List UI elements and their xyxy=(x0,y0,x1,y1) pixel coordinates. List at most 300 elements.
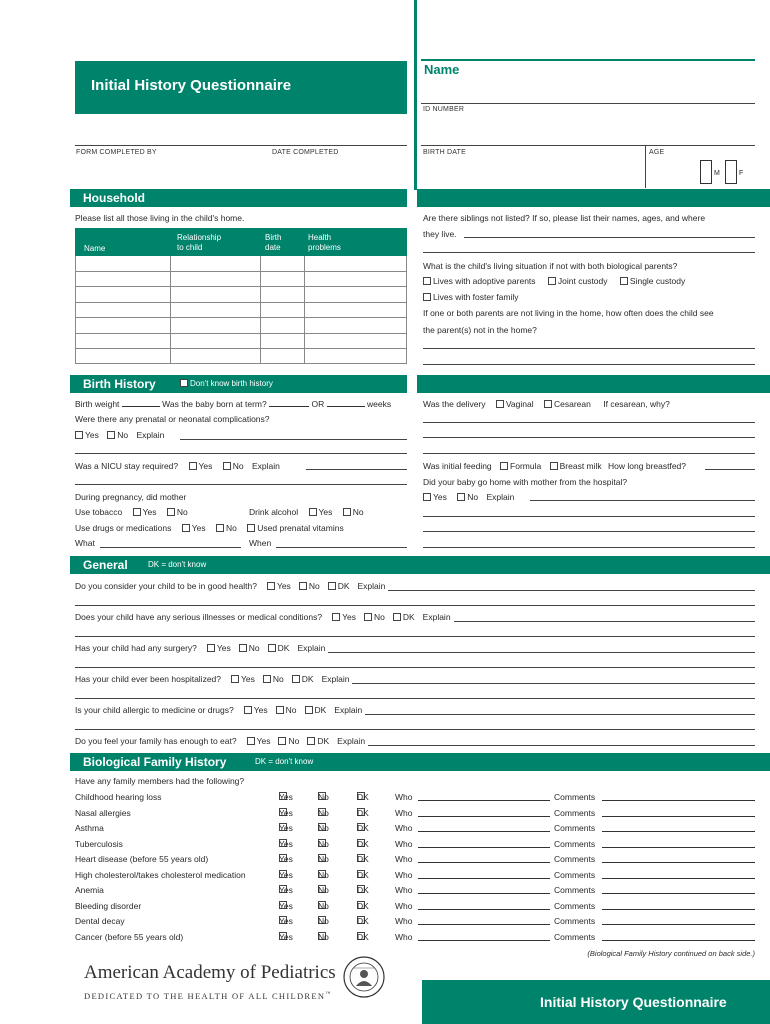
general-no-checkbox[interactable] xyxy=(278,737,286,745)
general-no-label: No xyxy=(285,705,297,715)
condition-dk-label: DK xyxy=(357,916,369,926)
general-dk-checkbox[interactable] xyxy=(268,644,276,652)
general-explain-field[interactable] xyxy=(352,683,755,684)
living-options-row-1 xyxy=(423,276,685,286)
condition-comments-label: Comments xyxy=(554,900,596,911)
family-condition-row xyxy=(75,808,755,822)
alcohol-label: Drink alcohol xyxy=(249,507,299,517)
household-header-right xyxy=(417,189,770,207)
aap-org-name: American Academy of Pediatrics xyxy=(84,962,336,983)
cesarean-field-2[interactable] xyxy=(423,437,755,438)
tobacco-row xyxy=(75,507,188,517)
sex-m-label: M xyxy=(714,170,720,177)
nicu-yes-label: Yes xyxy=(198,461,213,471)
general-yes-label: Yes xyxy=(253,705,268,715)
general-question-text: Has your child had any surgery? xyxy=(75,643,197,653)
prenatal-yes-label: Yes xyxy=(85,430,99,440)
condition-dk-label: DK xyxy=(357,900,369,911)
parents-question-2: the parent(s) not in the home? xyxy=(423,325,537,335)
general-yes-checkbox[interactable] xyxy=(332,613,340,621)
dont-know-birth-label: Don't know birth history xyxy=(190,379,273,388)
drugs-label: Use drugs or medications xyxy=(75,523,172,533)
date-completed-label: DATE COMPLETED xyxy=(272,149,339,156)
col-name: Name xyxy=(84,244,106,253)
condition-who-field[interactable] xyxy=(418,854,550,863)
condition-label: Tuberculosis xyxy=(75,838,123,849)
household-intro: Please list all those living in the child's home. xyxy=(75,213,245,223)
family-dk-note: DK = don't know xyxy=(255,757,314,766)
tobacco-no-label: No xyxy=(176,507,188,517)
prenatal-yes-checkbox[interactable] xyxy=(75,431,83,439)
condition-yes-label: Yes xyxy=(279,807,293,818)
vitamins-checkbox[interactable] xyxy=(247,524,255,532)
general-dk-label: DK xyxy=(402,612,415,622)
family-continued-note: (Biological Family History continued on back side.) xyxy=(587,949,755,958)
condition-who-label: Who xyxy=(395,869,413,880)
condition-who-label: Who xyxy=(395,792,413,802)
condition-dk-label: DK xyxy=(357,869,369,880)
living-situation-question: What is the child's living situation if not with both biological parents? xyxy=(423,261,678,271)
nicu-no-checkbox[interactable] xyxy=(223,462,231,470)
condition-who-label: Who xyxy=(395,931,413,942)
general-explain-label: Explain xyxy=(422,612,451,622)
delivery-row xyxy=(423,399,670,409)
condition-comments-field[interactable] xyxy=(602,839,755,848)
condition-who-field[interactable] xyxy=(418,823,550,832)
cesarean-checkbox[interactable] xyxy=(544,400,552,408)
condition-who-field[interactable] xyxy=(418,870,550,879)
breast-milk-checkbox[interactable] xyxy=(550,462,558,470)
single-custody-label: Single custody xyxy=(629,276,686,286)
household-title: Household xyxy=(83,191,145,205)
general-question-row xyxy=(75,581,385,591)
home-yes-label: Yes xyxy=(433,492,447,502)
aap-tagline-tm: ™ xyxy=(325,992,332,998)
family-condition-row xyxy=(75,901,755,915)
general-no-label: No xyxy=(288,736,300,746)
general-explain-label: Explain xyxy=(334,705,363,715)
general-explain-field-2[interactable] xyxy=(75,667,755,668)
what-label: What xyxy=(75,538,95,548)
condition-yes-label: Yes xyxy=(279,792,293,802)
general-dk-label: DK xyxy=(317,736,330,746)
general-no-label: No xyxy=(248,643,260,653)
condition-who-field[interactable] xyxy=(418,885,550,894)
nicu-row xyxy=(75,461,280,471)
vitamins-label: Used prenatal vitamins xyxy=(257,523,344,533)
general-question-text: Do you consider your child to be in good health? xyxy=(75,581,257,591)
single-custody-checkbox[interactable] xyxy=(620,277,628,285)
home-field-4[interactable] xyxy=(423,547,755,548)
general-yes-label: Yes xyxy=(256,736,271,746)
household-table[interactable] xyxy=(75,256,407,364)
drugs-no-checkbox[interactable] xyxy=(216,524,224,532)
weeks-field[interactable] xyxy=(327,406,365,407)
formula-checkbox[interactable] xyxy=(500,462,508,470)
condition-who-label: Who xyxy=(395,838,413,849)
condition-comments-label: Comments xyxy=(554,931,596,942)
general-explain-field-2[interactable] xyxy=(75,636,755,637)
family-condition-row xyxy=(75,870,755,884)
condition-who-field[interactable] xyxy=(418,792,550,801)
family-condition-row xyxy=(75,932,755,946)
term-question: Was the baby born at term? xyxy=(162,399,267,409)
condition-no-label: No xyxy=(318,823,329,833)
parents-question-1: If one or both parents are not living in the home, how often does the child see xyxy=(423,308,714,318)
condition-comments-field[interactable] xyxy=(602,854,755,863)
family-condition-row xyxy=(75,916,755,930)
nicu-question: Was a NICU stay required? xyxy=(75,461,179,471)
drugs-row xyxy=(75,523,344,533)
aap-seal-icon xyxy=(343,956,385,998)
form-completed-field[interactable] xyxy=(75,145,407,146)
general-yes-checkbox[interactable] xyxy=(207,644,215,652)
tobacco-no-checkbox[interactable] xyxy=(167,508,175,516)
family-condition-row xyxy=(75,854,755,868)
general-question-text: Is your child allergic to medicine or drugs? xyxy=(75,705,234,715)
breastfed-label: How long breastfed? xyxy=(608,461,686,471)
form-completed-label: FORM COMPLETED BY xyxy=(76,149,157,156)
general-explain-field[interactable] xyxy=(388,590,755,591)
condition-who-label: Who xyxy=(395,823,413,833)
general-question-row xyxy=(75,643,325,653)
general-question-row xyxy=(75,674,349,684)
prenatal-no-label: No xyxy=(117,430,129,440)
aap-tagline-text: DEDICATED TO THE HEALTH OF ALL CHILDREN xyxy=(84,991,326,1001)
condition-yes-label: Yes xyxy=(279,916,293,926)
drugs-yes-checkbox[interactable] xyxy=(182,524,190,532)
prenatal-answer-row xyxy=(75,430,164,440)
name-label: Name xyxy=(424,62,460,77)
household-header xyxy=(70,189,407,207)
condition-dk-label: DK xyxy=(357,838,369,849)
condition-yes-label: Yes xyxy=(279,885,293,895)
condition-comments-label: Comments xyxy=(554,838,596,849)
weeks-label: weeks xyxy=(367,399,392,409)
home-answer-row xyxy=(423,492,514,502)
vaginal-checkbox[interactable] xyxy=(496,400,504,408)
general-question-row xyxy=(75,736,365,746)
condition-no-label: No xyxy=(318,900,329,911)
condition-who-field[interactable] xyxy=(418,901,550,910)
birth-history-header xyxy=(70,375,407,393)
drugs-no-label: No xyxy=(226,523,237,533)
col-birth-2: date xyxy=(265,243,281,252)
general-explain-label: Explain xyxy=(297,643,326,653)
when-field[interactable] xyxy=(276,547,407,548)
general-no-checkbox[interactable] xyxy=(299,582,307,590)
condition-yes-label: Yes xyxy=(279,900,293,911)
condition-yes-label: Yes xyxy=(279,854,293,864)
feeding-row xyxy=(423,461,686,471)
general-yes-checkbox[interactable] xyxy=(267,582,275,590)
condition-dk-label: DK xyxy=(357,885,369,895)
condition-yes-label: Yes xyxy=(279,823,293,833)
general-explain-label: Explain xyxy=(357,581,386,591)
family-condition-row xyxy=(75,823,755,837)
condition-dk-label: DK xyxy=(357,854,369,864)
condition-comments-field[interactable] xyxy=(602,916,755,925)
home-no-checkbox[interactable] xyxy=(457,493,465,501)
alcohol-row xyxy=(249,507,364,517)
name-field[interactable] xyxy=(421,103,755,104)
dont-know-birth-checkbox[interactable] xyxy=(180,379,188,387)
condition-comments-field[interactable] xyxy=(602,901,755,910)
general-explain-field-2[interactable] xyxy=(75,729,755,730)
general-yes-checkbox[interactable] xyxy=(244,706,252,714)
condition-who-field[interactable] xyxy=(418,839,550,848)
general-yes-checkbox[interactable] xyxy=(247,737,255,745)
condition-comments-label: Comments xyxy=(554,885,596,895)
general-dk-label: DK xyxy=(277,643,290,653)
family-history-header xyxy=(70,753,770,771)
condition-who-label: Who xyxy=(395,807,413,818)
delivery-question: Was the delivery xyxy=(423,399,486,409)
siblings-field-2[interactable] xyxy=(423,252,755,253)
breastfed-field[interactable] xyxy=(705,469,755,470)
sex-m-checkbox[interactable] xyxy=(700,160,712,184)
general-question-row xyxy=(75,705,362,715)
general-dk-label: DK xyxy=(337,581,350,591)
condition-comments-field[interactable] xyxy=(602,808,755,817)
condition-label: Childhood hearing loss xyxy=(75,792,162,802)
cesarean-field-1[interactable] xyxy=(423,422,755,423)
general-no-checkbox[interactable] xyxy=(263,675,271,683)
col-health-1: Health xyxy=(308,233,332,242)
general-no-checkbox[interactable] xyxy=(239,644,247,652)
pregnancy-question: During pregnancy, did mother xyxy=(75,492,187,502)
condition-no-label: No xyxy=(318,854,329,864)
condition-who-label: Who xyxy=(395,900,413,911)
general-dk-checkbox[interactable] xyxy=(393,613,401,621)
alcohol-no-label: No xyxy=(352,507,364,517)
general-dk-label: DK xyxy=(314,705,327,715)
nicu-no-label: No xyxy=(232,461,244,471)
dont-know-birth-history xyxy=(180,379,273,388)
siblings-field-1[interactable] xyxy=(464,237,755,238)
condition-no-label: No xyxy=(318,931,329,942)
general-no-label: No xyxy=(272,674,284,684)
nicu-explain-field-2[interactable] xyxy=(75,484,407,485)
alcohol-no-checkbox[interactable] xyxy=(343,508,351,516)
birth-date-label: BIRTH DATE xyxy=(423,149,466,156)
drugs-yes-label: Yes xyxy=(191,523,206,533)
age-label: AGE xyxy=(649,149,665,156)
general-dk-checkbox[interactable] xyxy=(328,582,336,590)
cesarean-field-3[interactable] xyxy=(423,453,755,454)
adoptive-checkbox[interactable] xyxy=(423,277,431,285)
condition-comments-field[interactable] xyxy=(602,792,755,801)
joint-custody-label: Joint custody xyxy=(557,276,608,286)
condition-comments-label: Comments xyxy=(554,854,596,864)
general-yes-label: Yes xyxy=(216,643,231,653)
cesarean-why-label: If cesarean, why? xyxy=(603,399,670,409)
id-number-label: ID NUMBER xyxy=(423,106,465,113)
general-explain-field-2[interactable] xyxy=(75,698,755,699)
sex-f-checkbox[interactable] xyxy=(725,160,737,184)
feeding-question: Was initial feeding xyxy=(423,461,492,471)
term-field[interactable] xyxy=(269,406,309,407)
aap-tagline xyxy=(84,991,332,1001)
foster-label: Lives with foster family xyxy=(433,292,519,302)
condition-dk-label: DK xyxy=(357,931,369,942)
prenatal-explain-field-2[interactable] xyxy=(75,453,407,454)
general-dk-checkbox[interactable] xyxy=(307,737,315,745)
header-divider xyxy=(414,0,417,190)
family-condition-row xyxy=(75,839,755,853)
page-title: Initial History Questionnaire xyxy=(91,77,292,94)
condition-who-field[interactable] xyxy=(418,808,550,817)
home-no-label: No xyxy=(467,492,479,502)
prenatal-no-checkbox[interactable] xyxy=(107,431,115,439)
footer-title-banner xyxy=(422,980,770,1024)
condition-yes-label: Yes xyxy=(279,931,293,942)
general-no-checkbox[interactable] xyxy=(276,706,284,714)
title-banner xyxy=(75,61,407,114)
condition-who-label: Who xyxy=(395,885,413,895)
general-dk-checkbox[interactable] xyxy=(305,706,313,714)
general-no-label: No xyxy=(308,581,320,591)
birth-weight-label: Birth weight xyxy=(75,399,120,409)
nicu-explain-field[interactable] xyxy=(306,469,407,470)
birth-weight-row xyxy=(75,399,391,409)
condition-who-field[interactable] xyxy=(418,932,550,941)
condition-label: High cholesterol/takes cholesterol medication xyxy=(75,869,246,880)
joint-custody-checkbox[interactable] xyxy=(548,277,556,285)
alcohol-yes-checkbox[interactable] xyxy=(309,508,317,516)
general-explain-field[interactable] xyxy=(365,714,755,715)
family-condition-row xyxy=(75,792,755,806)
col-relationship-1: Relationship xyxy=(177,233,222,242)
siblings-question-1: Are there siblings not listed? If so, please list their names, ages, and where xyxy=(423,213,706,223)
general-yes-label: Yes xyxy=(276,581,291,591)
household-table-header xyxy=(75,228,407,256)
tobacco-yes-checkbox[interactable] xyxy=(133,508,141,516)
nicu-yes-checkbox[interactable] xyxy=(189,462,197,470)
birth-weight-field[interactable] xyxy=(122,406,160,407)
condition-no-label: No xyxy=(318,916,329,926)
family-history-title: Biological Family History xyxy=(83,755,227,769)
condition-no-label: No xyxy=(318,792,329,802)
or-label: OR xyxy=(311,399,325,409)
general-explain-label: Explain xyxy=(337,736,366,746)
condition-comments-label: Comments xyxy=(554,823,596,833)
condition-comments-field[interactable] xyxy=(602,870,755,879)
prenatal-explain-label: Explain xyxy=(136,430,165,440)
general-question-text: Does your child have any serious illnesses or medical conditions? xyxy=(75,612,323,622)
home-field-2[interactable] xyxy=(423,516,755,517)
prenatal-explain-field[interactable] xyxy=(180,439,407,440)
alcohol-yes-label: Yes xyxy=(318,507,333,517)
condition-dk-label: DK xyxy=(357,792,369,802)
condition-yes-label: Yes xyxy=(279,838,293,849)
when-label: When xyxy=(249,538,272,548)
cesarean-label: Cesarean xyxy=(554,399,591,409)
condition-label: Dental decay xyxy=(75,916,125,926)
condition-comments-label: Comments xyxy=(554,807,596,818)
condition-dk-label: DK xyxy=(357,807,369,818)
general-no-label: No xyxy=(373,612,385,622)
general-yes-checkbox[interactable] xyxy=(231,675,239,683)
family-intro: Have any family members had the following? xyxy=(75,776,245,786)
condition-dk-label: DK xyxy=(357,823,369,833)
id-number-field[interactable] xyxy=(421,145,755,146)
parents-field-2[interactable] xyxy=(423,364,755,365)
general-dk-checkbox[interactable] xyxy=(292,675,300,683)
home-explain-field[interactable] xyxy=(530,500,755,501)
general-title: General xyxy=(83,558,128,572)
what-field[interactable] xyxy=(100,547,241,548)
birth-history-title: Birth History xyxy=(83,377,156,391)
condition-label: Bleeding disorder xyxy=(75,900,142,911)
condition-comments-field[interactable] xyxy=(602,885,755,894)
condition-comments-field[interactable] xyxy=(602,932,755,941)
formula-label: Formula xyxy=(510,461,542,471)
condition-comments-label: Comments xyxy=(554,792,596,802)
condition-label: Anemia xyxy=(75,885,104,895)
general-question-row xyxy=(75,612,451,622)
name-top-rule xyxy=(421,59,755,61)
foster-checkbox[interactable] xyxy=(423,293,431,301)
condition-comments-label: Comments xyxy=(554,869,596,880)
family-condition-row xyxy=(75,885,755,899)
prenatal-question: Were there any prenatal or neonatal complications? xyxy=(75,414,270,424)
general-explain-field[interactable] xyxy=(328,652,755,653)
general-explain-label: Explain xyxy=(321,674,350,684)
condition-no-label: No xyxy=(318,807,329,818)
general-dk-label: DK xyxy=(301,674,314,684)
condition-comments-field[interactable] xyxy=(602,823,755,832)
condition-label: Asthma xyxy=(75,823,104,833)
breast-milk-label: Breast milk xyxy=(559,461,602,471)
siblings-question-2: they live. xyxy=(423,229,457,239)
general-yes-label: Yes xyxy=(342,612,356,622)
birth-history-header-right xyxy=(417,375,770,393)
col-health-2: problems xyxy=(308,243,341,252)
condition-comments-label: Comments xyxy=(554,916,596,926)
tobacco-label: Use tobacco xyxy=(75,507,123,517)
living-options-row-2 xyxy=(423,292,519,302)
general-explain-field[interactable] xyxy=(454,621,755,622)
col-relationship-2: to child xyxy=(177,243,203,252)
nicu-explain-label: Explain xyxy=(252,461,280,471)
general-explain-field[interactable] xyxy=(368,745,755,746)
condition-no-label: No xyxy=(318,838,329,849)
parents-field-1[interactable] xyxy=(423,348,755,349)
home-field-3[interactable] xyxy=(423,531,755,532)
sex-f-label: F xyxy=(739,170,744,177)
age-divider xyxy=(645,145,646,188)
col-birth-1: Birth xyxy=(265,233,282,242)
footer-title: Initial History Questionnaire xyxy=(540,994,727,1010)
home-question: Did your baby go home with mother from the hospital? xyxy=(423,477,628,487)
condition-who-label: Who xyxy=(395,854,413,864)
general-question-text: Do you feel your family has enough to eat? xyxy=(75,736,237,746)
condition-no-label: No xyxy=(318,885,329,895)
condition-label: Heart disease (before 55 years old) xyxy=(75,854,209,864)
vaginal-label: Vaginal xyxy=(505,399,534,409)
condition-who-field[interactable] xyxy=(418,916,550,925)
general-explain-field-2[interactable] xyxy=(75,605,755,606)
condition-label: Nasal allergies xyxy=(75,807,131,818)
home-explain-label: Explain xyxy=(486,492,515,502)
general-header xyxy=(70,556,770,574)
condition-no-label: No xyxy=(318,869,329,880)
general-no-checkbox[interactable] xyxy=(364,613,372,621)
adoptive-label: Lives with adoptive parents xyxy=(433,276,536,286)
condition-who-label: Who xyxy=(395,916,413,926)
home-yes-checkbox[interactable] xyxy=(423,493,431,501)
